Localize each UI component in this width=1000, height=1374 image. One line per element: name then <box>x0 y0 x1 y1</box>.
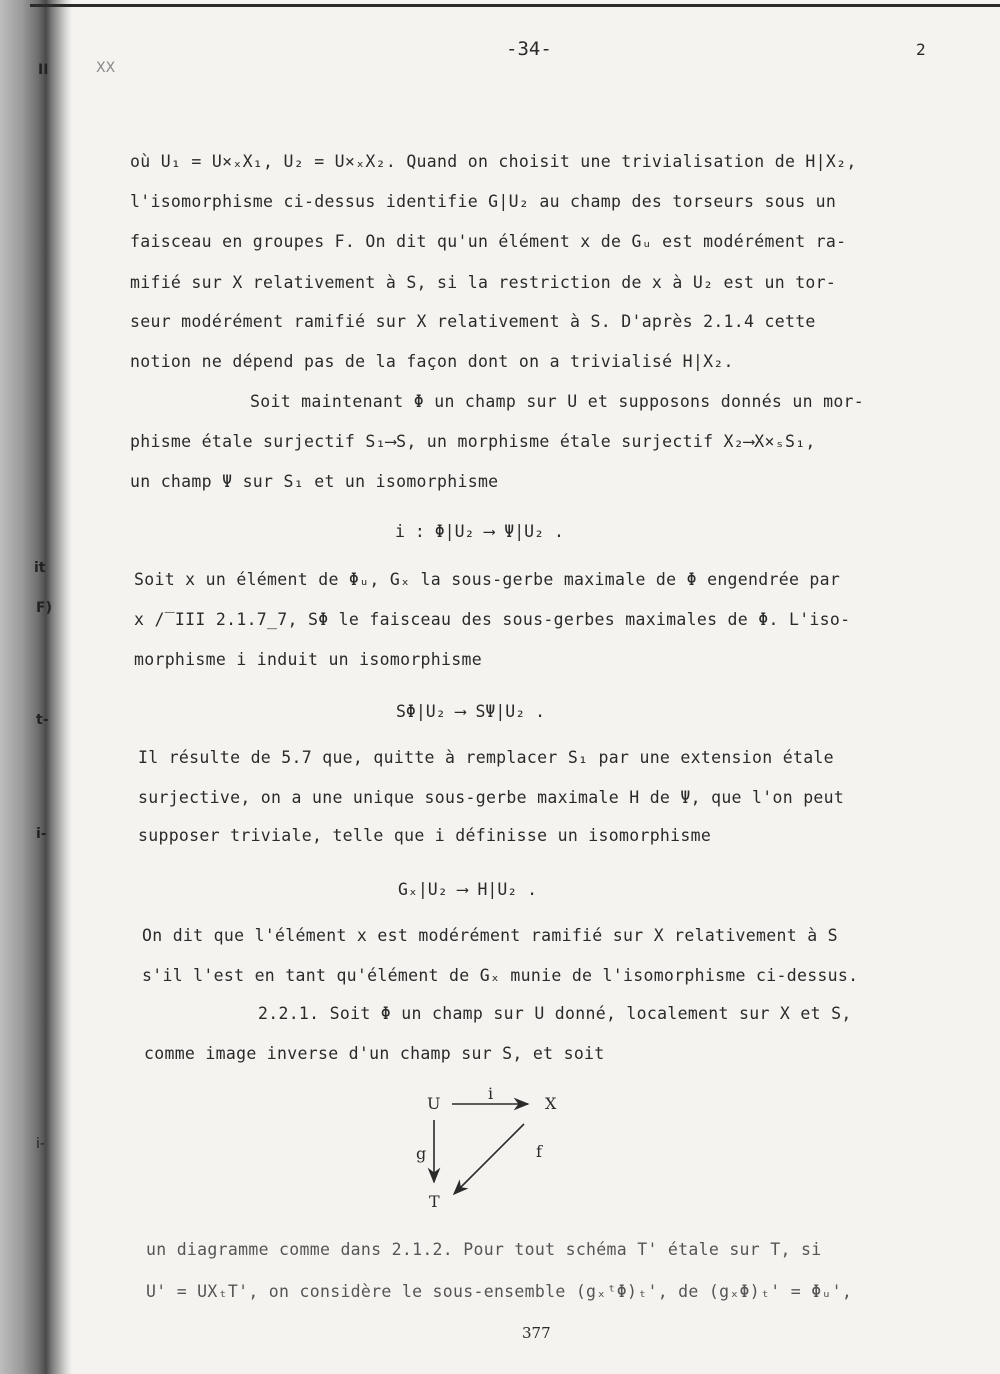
text-line: l'isomorphisme ci-dessus identifie G|U₂ au champ des torseurs sous un <box>130 192 837 211</box>
margin-fragment: XX <box>96 60 116 76</box>
corner-mark: 2 <box>916 40 926 59</box>
text-line: un diagramme comme dans 2.1.2. Pour tout schéma T' étale sur T, si <box>146 1240 822 1259</box>
formula-induced-isomorphism: SΦ|U₂ ⟶ SΨ|U₂ . <box>396 702 546 721</box>
label-g: g <box>416 1144 427 1163</box>
binding-shadow <box>0 0 72 1374</box>
margin-fragment: i- <box>36 1136 45 1152</box>
text-line: mifié sur X relativement à S, si la restriction de x à U₂ est un tor- <box>130 273 837 292</box>
text-line: Il résulte de 5.7 que, quitte à remplacer S₁ par une extension étale <box>138 748 834 767</box>
top-rule <box>30 4 1000 7</box>
text-line: x /‾III 2.1.7_7, SΦ le faisceau des sous-gerbes maximales de Φ. L'iso- <box>134 610 851 629</box>
text-line: comme image inverse d'un champ sur S, et soit <box>144 1044 605 1063</box>
label-i: i <box>488 1084 494 1103</box>
footer-page-number: 377 <box>522 1324 551 1342</box>
margin-fragment: II <box>38 62 49 78</box>
formula-gerbe-isomorphism: Gₓ|U₂ ⟶ H|U₂ . <box>398 880 538 899</box>
margin-fragment: it <box>34 560 46 576</box>
text-line: On dit que l'élément x est modérément ramifié sur X relativement à S <box>142 926 838 945</box>
text-line: phisme étale surjectif S₁⟶S, un morphisme étale surjectif X₂⟶X×ₛS₁, <box>130 432 816 451</box>
text-line: supposer triviale, telle que i définisse un isomorphisme <box>138 826 712 845</box>
page-number: -34- <box>506 38 552 60</box>
text-line: un champ Ψ sur S₁ et un isomorphisme <box>130 472 499 491</box>
commutative-diagram <box>400 1082 600 1222</box>
margin-fragment: F) <box>36 600 52 616</box>
text-line: 2.2.1. Soit Φ un champ sur U donné, localement sur X et S, <box>258 1004 852 1023</box>
text-line: Soit maintenant Φ un champ sur U et supposons donnés un mor- <box>250 392 865 411</box>
text-line: s'il l'est en tant qu'élément de Gₓ munie de l'isomorphisme ci-dessus. <box>142 966 859 985</box>
node-X: X <box>545 1094 557 1113</box>
text-line: seur modérément ramifié sur X relativement à S. D'après 2.1.4 cette <box>130 312 816 331</box>
text-line: notion ne dépend pas de la façon dont on a trivialisé H|X₂. <box>130 352 734 371</box>
formula-isomorphism-i: i : Φ|U₂ ⟶ Ψ|U₂ . <box>395 522 564 541</box>
text-line: où U₁ = U×ₓX₁, U₂ = U×ₓX₂. Quand on choisit une trivialisation de H|X₂, <box>130 152 857 171</box>
node-T: T <box>429 1192 440 1211</box>
margin-fragment: i- <box>36 826 47 842</box>
node-U: U <box>427 1094 441 1113</box>
margin-fragment: t- <box>36 712 49 728</box>
text-line: faisceau en groupes F. On dit qu'un élément x de Gᵤ est modérément ra- <box>130 232 847 251</box>
label-f: f <box>536 1142 542 1161</box>
text-line: U' = UXₜT', on considère le sous-ensemble (gₓᵗΦ)ₜ', de (gₓΦ)ₜ' = Φᵤ', <box>146 1282 853 1301</box>
arrow-f <box>454 1124 524 1194</box>
text-line: Soit x un élément de Φᵤ, Gₓ la sous-gerbe maximale de Φ engendrée par <box>134 570 841 589</box>
text-line: morphisme i induit un isomorphisme <box>134 650 482 669</box>
text-line: surjective, on a une unique sous-gerbe maximale H de Ψ, que l'on peut <box>138 788 845 807</box>
